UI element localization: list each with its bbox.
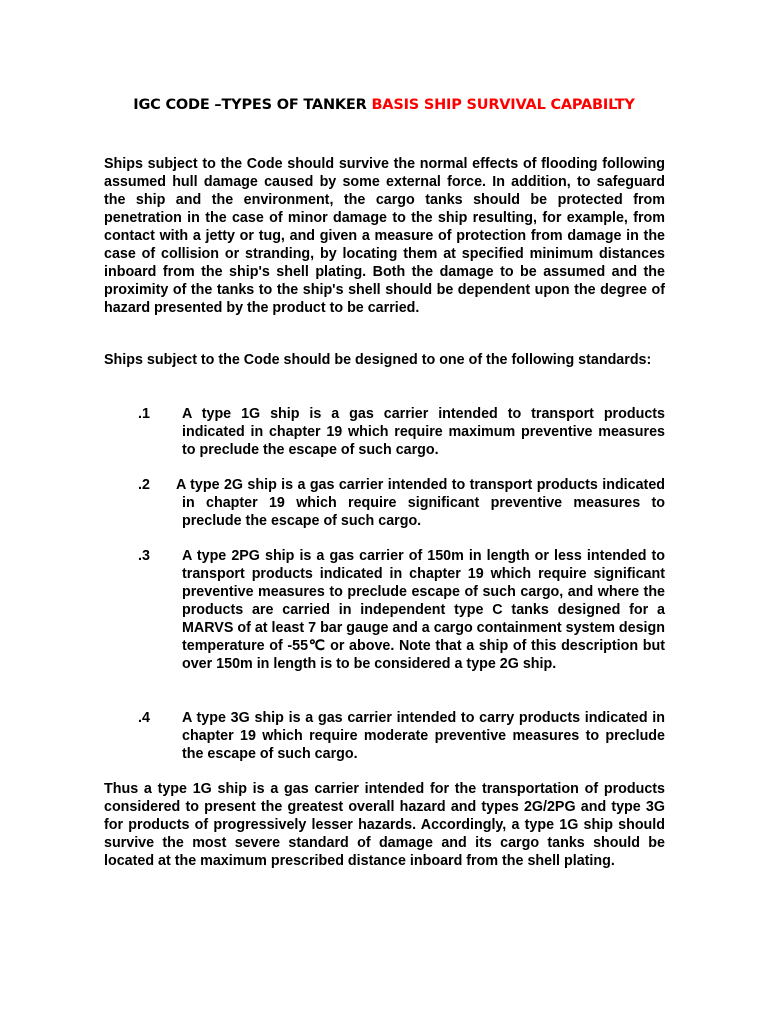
list-item-text: A type 3G ship is a gas carrier intended to carry products indicated in chapter 19 which require moderate preventive measures to preclude the escape of such cargo. [182,710,665,762]
page-title [0,97,768,113]
list-item-text: A type 2PG ship is a gas carrier of 150m in length or less intended to transport products indicated in chapter 19 which require significant preventive measures to preclude escape of such cargo, and where the products are carried in independent type C tanks designed for a MARVS of at least 7 bar gauge and a cargo containment system design temperature of -55℃ or above. Note that a ship of this description but over 150m in length is to be considered a type 2G ship. [182,548,665,672]
list-item-number: .4 [138,710,150,726]
title-prefix: IGC CODE –TYPES OF TANKER [133,97,372,113]
list-item [104,547,665,673]
intro-paragraph: Ships subject to the Code should survive the normal effects of flooding following assumed hull damage caused by some external force. In addition, to safeguard the ship and the environment, the cargo tanks should be protected from penetration in the case of minor damage to the ship resulting, for example, from contact with a jetty or tug, and given a measure of protection from damage in the case of collision or stranding, by locating them at specified minimum distances inboard from the ship's shell plating. Both the damage to be assumed and the proximity of the tanks to the ship's shell should be dependent upon the degree of hazard presented by the product to be carried. [104,156,665,316]
conclusion-paragraph: Thus a type 1G ship is a gas carrier intended for the transportation of products considered to present the greatest overall hazard and types 2G/2PG and type 3G for products of progressively lesser hazards. Accordingly, a type 1G ship should survive the most severe standard of damage and its cargo tanks should be located at the maximum prescribed distance inboard from the shell plating. [104,781,665,869]
list-item-text: A type 2G ship is a gas carrier intended to transport products indicated in chapter 19 which require significant preventive measures to preclude the escape of such cargo. [176,477,665,529]
standards-paragraph: Ships subject to the Code should be designed to one of the following standards: [104,352,652,368]
list-item [104,476,665,530]
list-item-number: .3 [138,548,150,564]
list-item [104,405,665,459]
list-item-number: .2 [138,477,150,493]
list-item-text: A type 1G ship is a gas carrier intended to transport products indicated in chapter 19 which require maximum preventive measures to preclude the escape of such cargo. [182,406,665,458]
title-highlight: BASIS SHIP SURVIVAL CAPABILTY [371,97,635,113]
list-item [104,709,665,763]
list-item-number: .1 [138,406,150,422]
